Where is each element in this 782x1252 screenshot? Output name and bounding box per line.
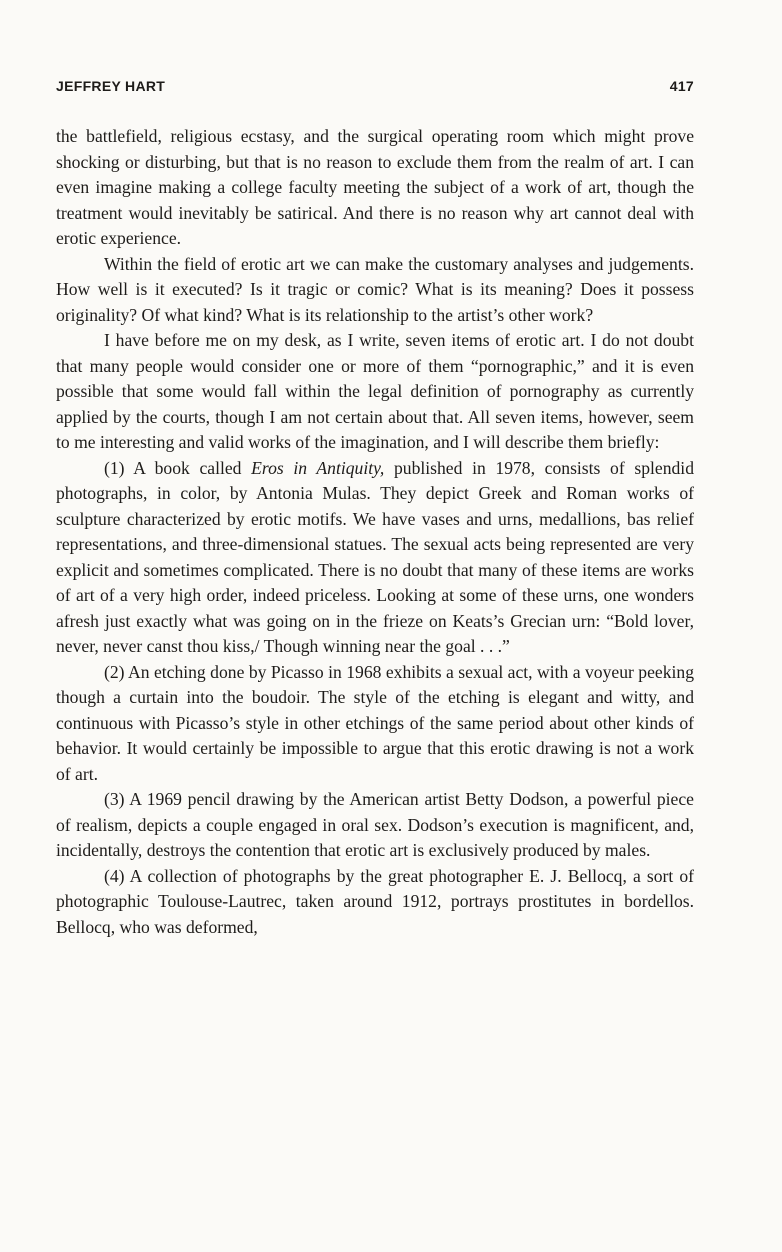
- paragraph-erotic-art-analysis: Within the field of erotic art we can make the customary analyses and judgements. How well is it executed? Is it tragic or comic? What is its meaning? Does it possess originality? Of what kind? What is its relationship to the artist’s other work?: [56, 253, 694, 325]
- page-number: 417: [669, 78, 694, 94]
- item-1-text: published in 1978, consists of splendid photographs, in color, by Antonia Mulas. They depict Greek and Roman works of sculpture characterized by erotic motifs. We have vases and urns, medallions, bas relief representations, and three-dimensional statues. The sexual acts being represented are very explicit and sometimes complicated. There is no doubt that many of these items are works of art of a very high order, indeed priceless. Looking at some of these urns, one wonders afresh just exactly what was going on in the frieze on Keats’s Grecian urn: “Bold lover, never, never canst thou kiss,/ Though winning near the goal . . .”: [56, 457, 694, 656]
- running-head: [56, 78, 694, 94]
- book-title-eros-in-antiquity: Eros in Antiquity,: [251, 457, 385, 478]
- author-name: JEFFREY HART: [56, 78, 166, 94]
- paragraph-item-4: (4) A collection of photographs by the great photographer E. J. Bellocq, a sort of photographic Toulouse-Lautrec, taken around 1912, portrays prostitutes in bordellos. Bellocq, who was deformed,: [56, 865, 694, 937]
- paragraph-item-1: [56, 456, 694, 660]
- paragraph-seven-items: I have before me on my desk, as I write, seven items of erotic art. I do not doubt that many people would consider one or more of them “pornographic,” and it is even possible that some would fall within the legal definition of pornography as currently applied by the courts, though I am not certain about that. All seven items, however, seem to me interesting and valid works of the imagination, and I will describe them briefly:: [56, 330, 694, 452]
- paragraph-continuation: the battlefield, religious ecstasy, and the surgical operating room which might prove shocking or disturbing, but that is no reason to exclude them from the realm of art. I can even imagine making a college faculty meeting the subject of a work of art, though the treatment would inevitably be satirical. And there is no reason why art cannot deal with erotic experience.: [56, 126, 694, 248]
- body-text: [56, 124, 694, 940]
- item-1-intro: (1) A book called: [104, 457, 252, 478]
- paragraph-item-3: (3) A 1969 pencil drawing by the American artist Betty Dodson, a powerful piece of realism, depicts a couple engaged in oral sex. Dodson’s execution is magnificent, and, incidentally, destroys the contention that erotic art is exclusively produced by males.: [56, 789, 694, 860]
- paragraph-item-2: (2) An etching done by Picasso in 1968 exhibits a sexual act, with a voyeur peeking though a curtain into the boudoir. The style of the etching is elegant and witty, and continuous with Picasso’s style in other etchings of the same period about other kinds of behavior. It would certainly be impossible to argue that this erotic drawing is not a work of art.: [56, 661, 694, 784]
